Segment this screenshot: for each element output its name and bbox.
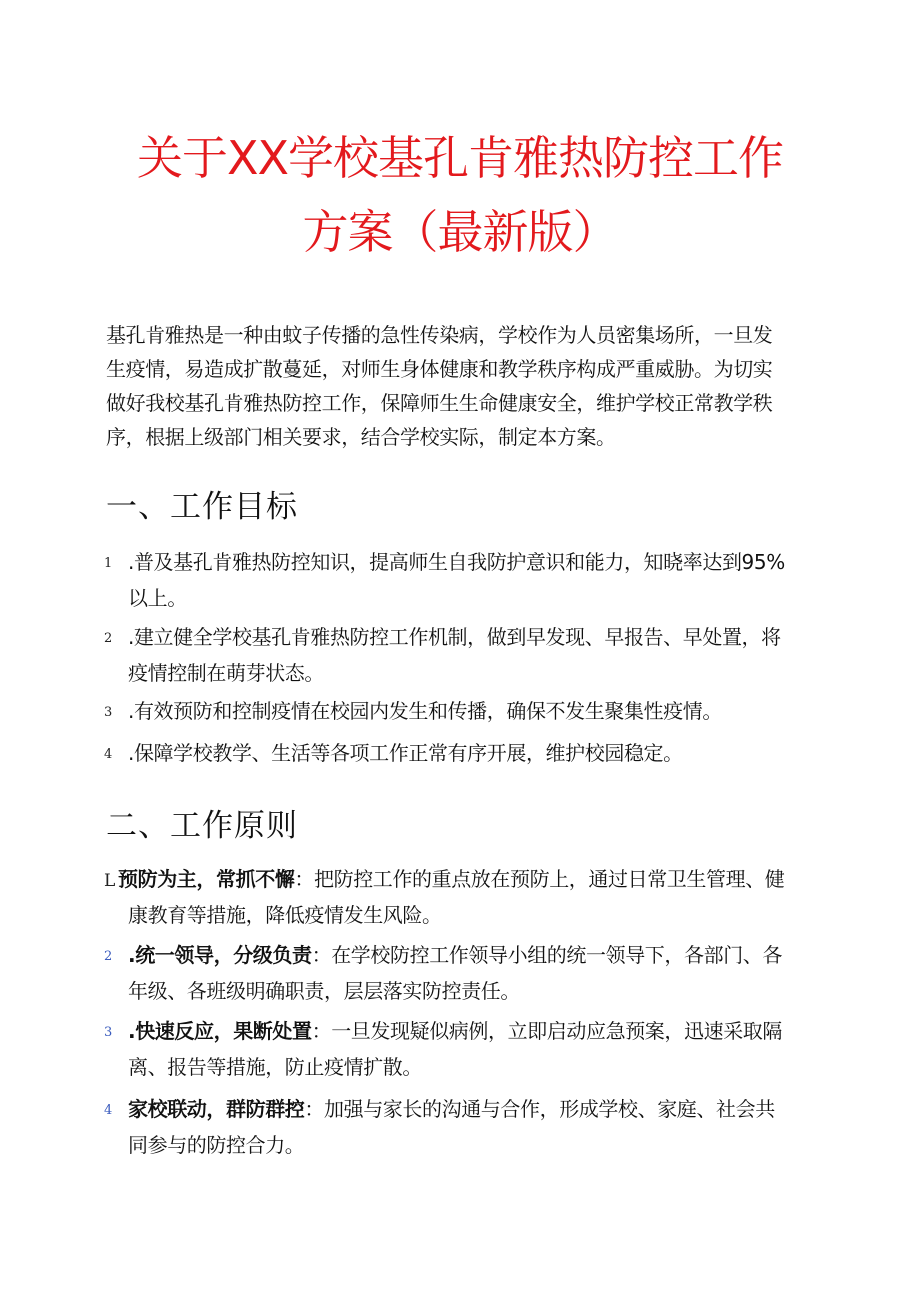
item-number: 3: [104, 1025, 112, 1040]
item-text: ：加强与家长的沟通与合作，形成学校、家庭、社会共: [304, 1097, 775, 1121]
item-number: 1: [104, 556, 112, 571]
item-text: .保障学校教学、生活等各项工作正常有序开展，维护校园稳定。: [128, 741, 683, 765]
item-text-cont: 同参与的防控合力。: [128, 1133, 305, 1157]
item-text: .有效预防和控制疫情在校园内发生和传播，确保不发生聚集性疫情。: [128, 699, 722, 723]
item-text-cont: 年级、各班级明确职责，层层落实防控责任。: [128, 979, 520, 1003]
item-text: .建立健全学校基孔肯雅热防控工作机制，做到早发现、早报告、早处置，将: [128, 625, 781, 649]
intro-line: 生疫情，易造成扩散蔓延，对师生身体健康和教学秩序构成严重威胁。为切实: [106, 357, 773, 381]
intro-line: 做好我校基孔肯雅热防控工作，保障师生生命健康安全，维护学校正常教学秩: [106, 391, 773, 415]
intro-line: 基孔肯雅热是一种由蚊子传播的急性传染病，学校作为人员密集场所，一旦发: [106, 323, 773, 347]
item-text: ：把防控工作的重点放在预防上，通过日常卫生管理、健: [294, 867, 785, 891]
principle-item-1: [104, 862, 814, 932]
section-heading-principles: 二、工作原则: [106, 808, 298, 844]
item-text-cont: 康教育等措施，降低疫情发生风险。: [128, 903, 442, 927]
item-text-cont: 疫情控制在萌芽状态。: [128, 661, 324, 685]
section-heading-goals: 一、工作目标: [106, 489, 298, 525]
goal-item-1: [104, 545, 814, 615]
item-number: 2: [104, 949, 112, 964]
goal-item-3: [104, 694, 814, 730]
intro-paragraph: [106, 318, 806, 454]
item-bold-lead: 预防为主，常抓不懈: [118, 867, 295, 891]
document-title-line1: 关于XX学校基孔肯雅热防控工作: [136, 131, 784, 185]
intro-line: 序，根据上级部门相关要求，结合学校实际，制定本方案。: [106, 425, 616, 449]
item-text: ：在学校防控工作领导小组的统一领导下，各部门、各: [311, 943, 783, 967]
principle-item-3: [104, 1014, 814, 1084]
item-text-cont: 离、报告等措施，防止疫情扩散。: [128, 1055, 422, 1079]
item-number: 3: [104, 705, 112, 720]
item-bold-lead: 家校联动，群防群控: [128, 1097, 305, 1121]
principle-item-4: [104, 1092, 814, 1162]
document-title-line2: 方案（最新版）: [302, 205, 618, 259]
item-number: 4: [104, 747, 112, 762]
item-text: .普及基孔肯雅热防控知识，提高师生自我防护意识和能力，知晓率达到95%: [128, 550, 785, 574]
item-text: ：一旦发现疑似病例，立即启动应急预案，迅速采取隔: [311, 1019, 783, 1043]
item-bold-lead: .快速反应，果断处置: [128, 1019, 312, 1043]
principle-item-2: [104, 938, 814, 1008]
item-number: 4: [104, 1103, 112, 1118]
item-text-cont: 以上。: [128, 586, 187, 610]
item-number: 2: [104, 631, 112, 646]
item-bold-lead: .统一领导，分级负责: [128, 943, 312, 967]
goal-item-2: [104, 620, 814, 690]
item-number: L: [104, 871, 115, 891]
goal-item-4: [104, 736, 814, 772]
